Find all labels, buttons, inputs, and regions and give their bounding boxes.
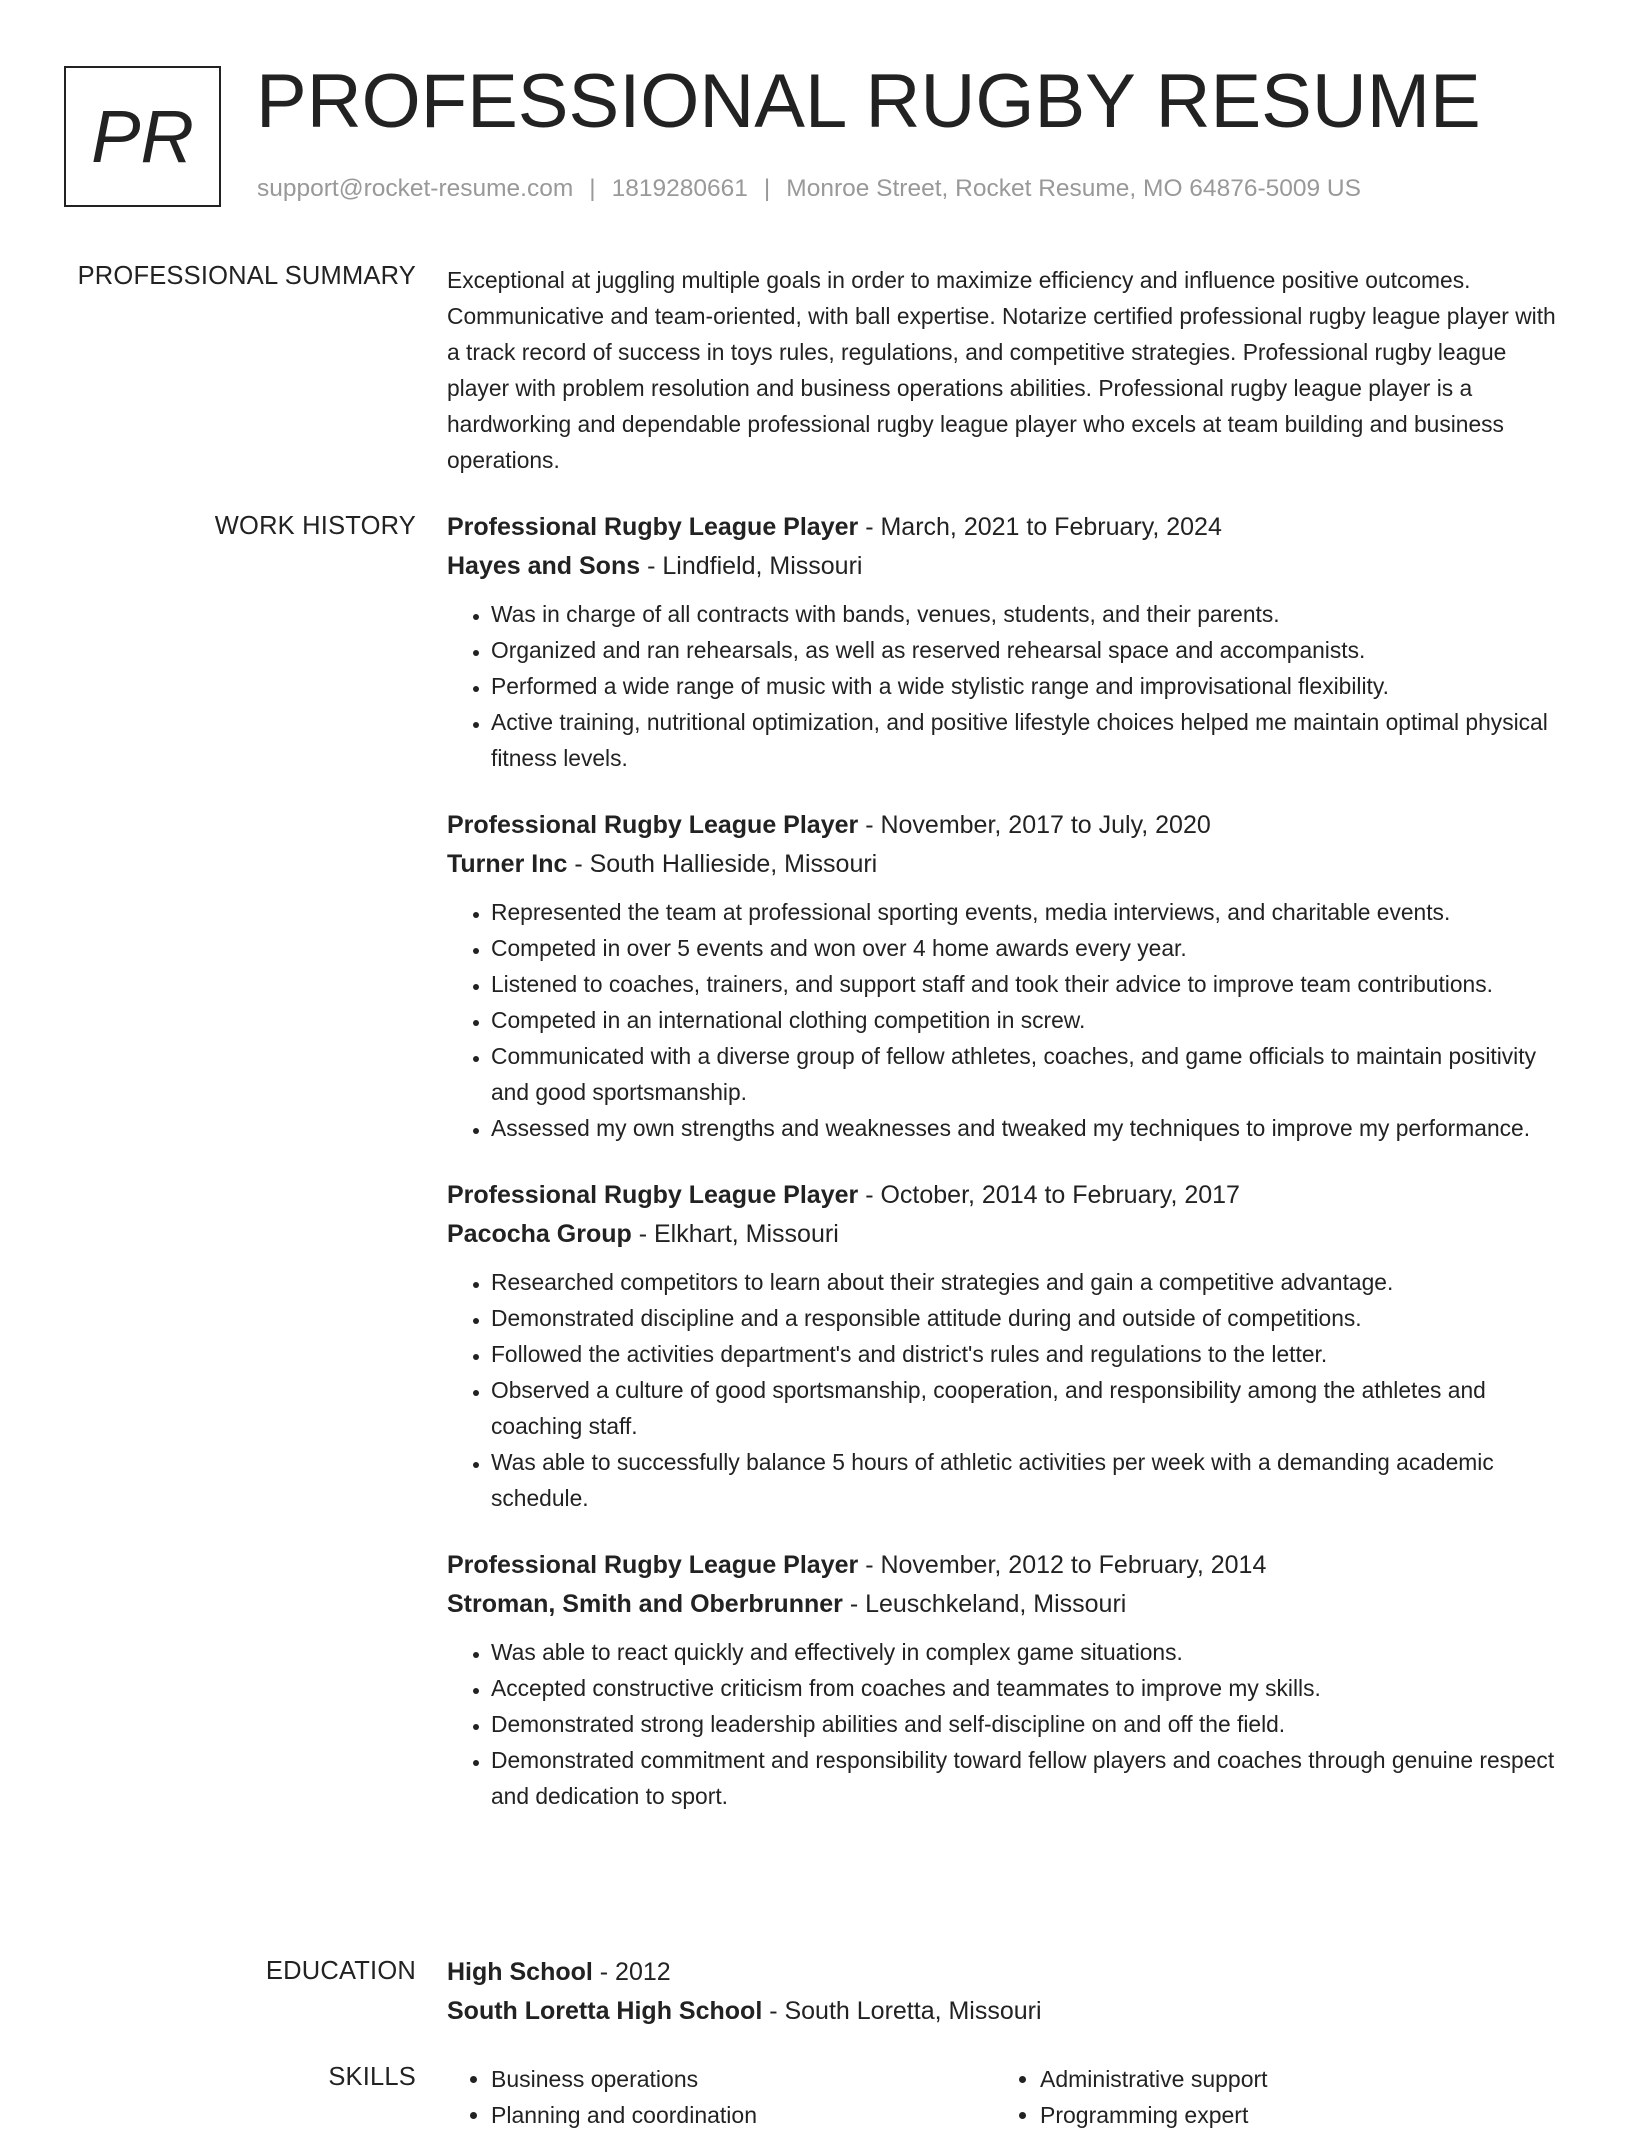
- job-location: - South Hallieside, Missouri: [567, 850, 878, 878]
- job-company-line: [447, 845, 1567, 884]
- contact-separator: |: [589, 175, 596, 202]
- job-title: Professional Rugby League Player: [447, 1551, 859, 1579]
- job-bullet: • Accepted constructive criticism from coaches and teammates to improve my skills.: [491, 1670, 1567, 1706]
- job-title: Professional Rugby League Player: [447, 811, 859, 839]
- job-bullet: • Demonstrated commitment and responsibility toward fellow players and coaches through genuine respect and dedication to sport.: [491, 1742, 1567, 1814]
- skill-item: • Administrative support: [1040, 2061, 1545, 2097]
- job-entry: [447, 806, 1567, 1146]
- education-school-line: [447, 1992, 1567, 2031]
- job-bullet: • Represented the team at professional sporting events, media interviews, and charitable events.: [491, 894, 1567, 930]
- contact-line: [257, 175, 1361, 203]
- job-entry: [447, 1546, 1567, 1814]
- contact-phone: 1819280661: [611, 175, 748, 202]
- monogram-text: PR: [91, 95, 194, 178]
- skill-item: • Business operations: [491, 2061, 996, 2097]
- skills-body: [447, 2061, 1567, 2133]
- job-dates: - March, 2021 to February, 2024: [858, 513, 1222, 541]
- job-bullet: • Was in charge of all contracts with bands, venues, students, and their parents.: [491, 596, 1567, 632]
- work-history-body: [447, 508, 1567, 1844]
- job-bullet: • Assessed my own strengths and weaknesses and tweaked my techniques to improve my performance.: [491, 1110, 1567, 1146]
- job-dates: - October, 2014 to February, 2017: [858, 1181, 1240, 1209]
- resume-title: PROFESSIONAL RUGBY RESUME: [256, 59, 1481, 144]
- education-school: South Loretta High School: [447, 1997, 763, 2025]
- job-entry: [447, 508, 1567, 776]
- job-dates: - November, 2017 to July, 2020: [858, 811, 1211, 839]
- education-label: EDUCATION: [265, 1957, 416, 1985]
- job-bullet: • Performed a wide range of music with a wide stylistic range and improvisational flexibility.: [491, 668, 1567, 704]
- job-company-line: [447, 547, 1567, 586]
- job-company: Pacocha Group: [447, 1220, 632, 1248]
- skills-list-left: [447, 2061, 996, 2133]
- job-title-line: [447, 1176, 1567, 1215]
- job-bullet: • Was able to successfully balance 5 hours of athletic activities per week with a demanding academic schedule.: [491, 1444, 1567, 1516]
- job-bullet: • Competed in an international clothing competition in screw.: [491, 1002, 1567, 1038]
- education-location: - South Loretta, Missouri: [762, 1997, 1042, 2025]
- job-bullet: • Researched competitors to learn about their strategies and gain a competitive advantage.: [491, 1264, 1567, 1300]
- job-title: Professional Rugby League Player: [447, 1181, 859, 1209]
- job-bullet: • Communicated with a diverse group of fellow athletes, coaches, and game officials to maintain positivity and good sportsmanship.: [491, 1038, 1567, 1110]
- job-title: Professional Rugby League Player: [447, 513, 859, 541]
- job-bullet: • Demonstrated discipline and a responsible attitude during and outside of competitions.: [491, 1300, 1567, 1336]
- job-bullets: [447, 596, 1567, 776]
- job-title-line: [447, 508, 1567, 547]
- job-company: Stroman, Smith and Oberbrunner: [447, 1590, 843, 1618]
- job-bullets: [447, 1264, 1567, 1516]
- job-bullet: • Organized and ran rehearsals, as well as reserved rehearsal space and accompanists.: [491, 632, 1567, 668]
- job-bullets: [447, 894, 1567, 1146]
- contact-separator: |: [763, 175, 771, 202]
- job-title-line: [447, 806, 1567, 845]
- job-company-line: [447, 1585, 1567, 1624]
- job-location: - Elkhart, Missouri: [631, 1220, 839, 1248]
- contact-address: Monroe Street, Rocket Resume, MO 64876-5009 US: [786, 175, 1361, 202]
- education-year: - 2012: [592, 1958, 671, 1986]
- education-degree: High School: [447, 1958, 593, 1986]
- job-title-line: [447, 1546, 1567, 1585]
- job-location: - Lindfield, Missouri: [640, 552, 863, 580]
- job-bullet: • Was able to react quickly and effectively in complex game situations.: [491, 1634, 1567, 1670]
- job-bullet: • Listened to coaches, trainers, and support staff and took their advice to improve team contributions.: [491, 966, 1567, 1002]
- job-bullet: • Active training, nutritional optimization, and positive lifestyle choices helped me maintain optimal physical fitness levels.: [491, 704, 1567, 776]
- job-bullet: • Observed a culture of good sportsmanship, cooperation, and responsibility among the athletes and coaching staff.: [491, 1372, 1567, 1444]
- job-company-line: [447, 1215, 1567, 1254]
- work-history-label: WORK HISTORY: [214, 512, 416, 540]
- job-bullets: [447, 1634, 1567, 1814]
- job-location: - Leuschkeland, Missouri: [842, 1590, 1127, 1618]
- summary-label: PROFESSIONAL SUMMARY: [77, 262, 416, 290]
- education-body: [447, 1953, 1567, 2031]
- job-bullet: • Competed in over 5 events and won over 4 home awards every year.: [491, 930, 1567, 966]
- skills-label: SKILLS: [328, 2063, 416, 2091]
- skill-item: • Programming expert: [1040, 2097, 1545, 2133]
- summary-text: Exceptional at juggling multiple goals in order to maximize efficiency and influence positive outcomes. Communicative and team-oriented, with ball expertise. Notarize certified professional rugby league player with a track record of success in toys rules, regulations, and competitive strategies. Professional rugby league player with problem resolution and business operations abilities. Professional rugby league player is a hardworking and dependable professional rugby league player who excels at team building and business operations.: [447, 267, 1556, 473]
- monogram-logo: [64, 66, 221, 207]
- job-bullet: • Demonstrated strong leadership abilities and self-discipline on and off the field.: [491, 1706, 1567, 1742]
- job-bullet: • Followed the activities department's and district's rules and regulations to the letter.: [491, 1336, 1567, 1372]
- skill-item: • Planning and coordination: [491, 2097, 996, 2133]
- skills-list-right: [996, 2061, 1545, 2133]
- summary-body: [447, 262, 1567, 478]
- job-company: Hayes and Sons: [447, 552, 641, 580]
- education-degree-line: [447, 1953, 1567, 1992]
- job-company: Turner Inc: [447, 850, 568, 878]
- contact-email: support@rocket-resume.com: [257, 175, 574, 202]
- job-dates: - November, 2012 to February, 2014: [858, 1551, 1267, 1579]
- job-entry: [447, 1176, 1567, 1516]
